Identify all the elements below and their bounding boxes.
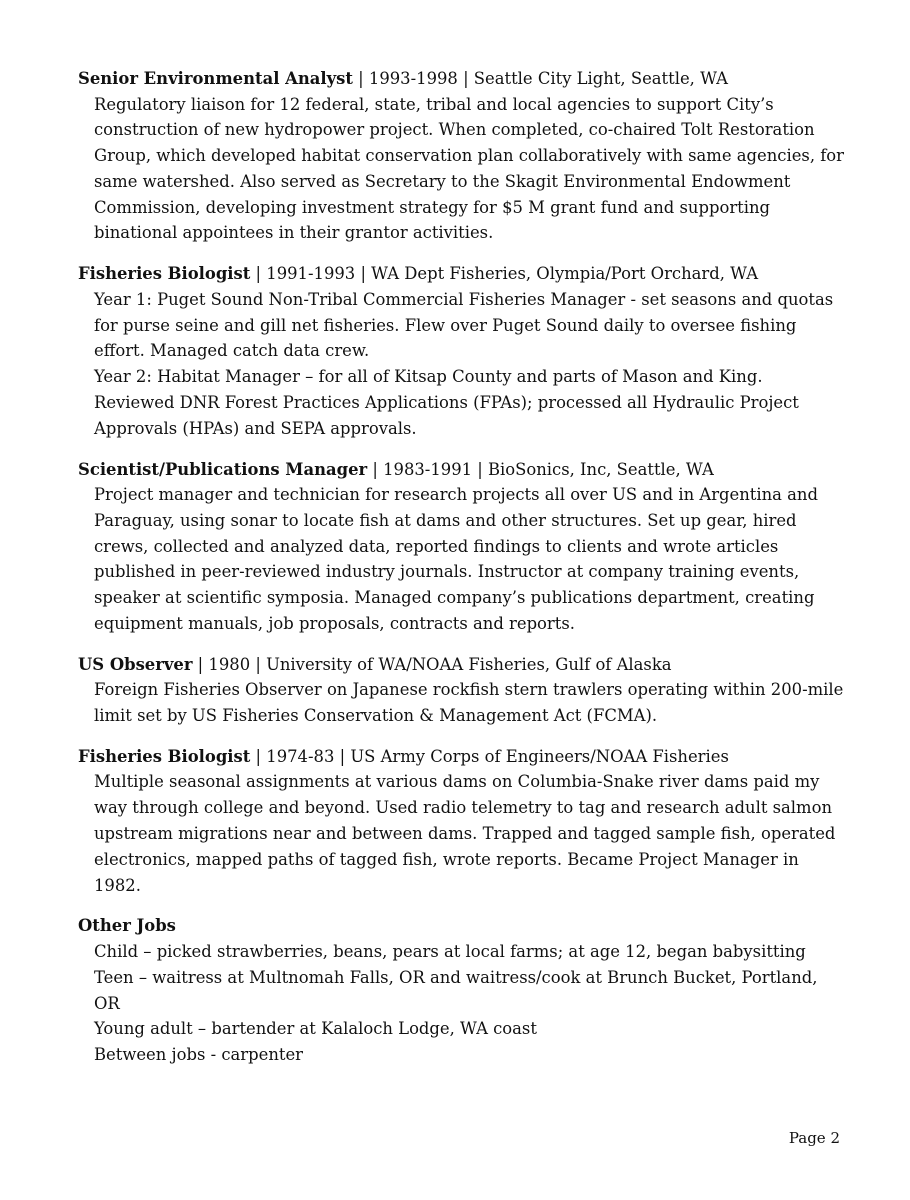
job-entry-fisheries-biologist-corps	[78, 744, 848, 898]
job-title: Scientist/Publications Manager	[78, 459, 368, 479]
job-paragraph: Project manager and technician for research projects all over US and in Argentina and Paraguay, using sonar to locate fish at dams and other structures. Set up gear, hired crews, collected and analyzed data, reported findings to clients and wrote articles published in peer-reviewed industry journals. Instructor at company training events, speaker at scientific symposia. Managed company’s publications department, creating equipment manuals, job proposals, contracts and reports.	[94, 485, 818, 634]
job-header	[78, 66, 848, 92]
job-header	[78, 744, 848, 770]
job-paragraph: Year 2: Habitat Manager – for all of Kitsap County and parts of Mason and King. Reviewed DNR Forest Practices Applications (FPAs); processed all Hydraulic Project Approvals (HPAs) and SEPA approvals.	[94, 367, 799, 438]
job-title: US Observer	[78, 654, 193, 674]
job-description	[78, 482, 848, 637]
job-paragraph: Multiple seasonal assignments at various dams on Columbia-Snake river dams paid my way through college and beyond. Used radio telemetry to tag and research adult salmon upstream migrations near and between dams. Trapped and tagged sample fish, operated electronics, mapped paths of tagged fish, wrote reports. Became Project Manager in 1982.	[94, 772, 836, 895]
job-paragraph: Regulatory liaison for 12 federal, state, tribal and local agencies to support City’s construction of new hydropower project. When completed, co-chaired Tolt Restoration Group, which developed habitat conservation plan collaboratively with same agencies, for same watershed. Also served as Secretary to the Skagit Environmental Endowment Commission, developing investment strategy for $5 M grant fund and supporting binational appointees in their grantor activities.	[94, 94, 845, 243]
job-title: Senior Environmental Analyst	[78, 69, 353, 88]
job-entry-fisheries-biologist-wdf	[78, 261, 848, 441]
page-number: Page 2	[788, 1129, 840, 1147]
job-description	[78, 769, 848, 898]
job-header	[78, 652, 848, 678]
job-line: Teen – waitress at Multnomah Falls, OR and waitress/cook at Brunch Bucket, Portland, OR	[94, 967, 818, 1013]
job-title: Fisheries Biologist	[78, 746, 251, 766]
job-description	[78, 677, 848, 729]
job-entry-us-observer	[78, 652, 848, 729]
job-description	[78, 92, 848, 247]
job-meta: | 1993-1998 | Seattle City Light, Seattle, WA	[352, 69, 728, 88]
job-header	[78, 457, 848, 483]
job-meta: | 1974-83 | US Army Corps of Engineers/NOAA Fisheries	[250, 746, 729, 766]
job-meta: | 1983-1991 | BioSonics, Inc, Seattle, WA	[367, 459, 714, 479]
job-entry-other-jobs	[78, 913, 848, 1067]
job-entry-scientist-publications-manager	[78, 457, 848, 637]
work-history	[78, 66, 848, 1083]
job-header	[78, 261, 848, 287]
job-header	[78, 913, 848, 939]
job-paragraph: Year 1: Puget Sound Non-Tribal Commercial Fisheries Manager - set seasons and quotas for purse seine and gill net fisheries. Flew over Puget Sound daily to oversee fishing effort. Managed catch data crew.	[94, 289, 834, 361]
job-line: Child – picked strawberries, beans, pears at local farms; at age 12, began babysitting	[94, 941, 806, 961]
job-entry-senior-environmental-analyst	[78, 66, 848, 246]
job-paragraph: Foreign Fisheries Observer on Japanese rockfish stern trawlers operating within 200-mile limit set by US Fisheries Conservation & Management Act (FCMA).	[94, 680, 844, 726]
job-description	[78, 939, 848, 1068]
job-meta: | 1991-1993 | WA Dept Fisheries, Olympia/Port Orchard, WA	[250, 264, 759, 284]
job-meta: | 1980 | University of WA/NOAA Fisheries, Gulf of Alaska	[192, 654, 672, 674]
job-line: Young adult – bartender at Kalaloch Lodge, WA coast	[94, 1019, 537, 1039]
job-title: Other Jobs	[78, 916, 176, 936]
job-line: Between jobs - carpenter	[94, 1045, 303, 1065]
job-title: Fisheries Biologist	[78, 264, 251, 284]
job-description	[78, 287, 848, 442]
